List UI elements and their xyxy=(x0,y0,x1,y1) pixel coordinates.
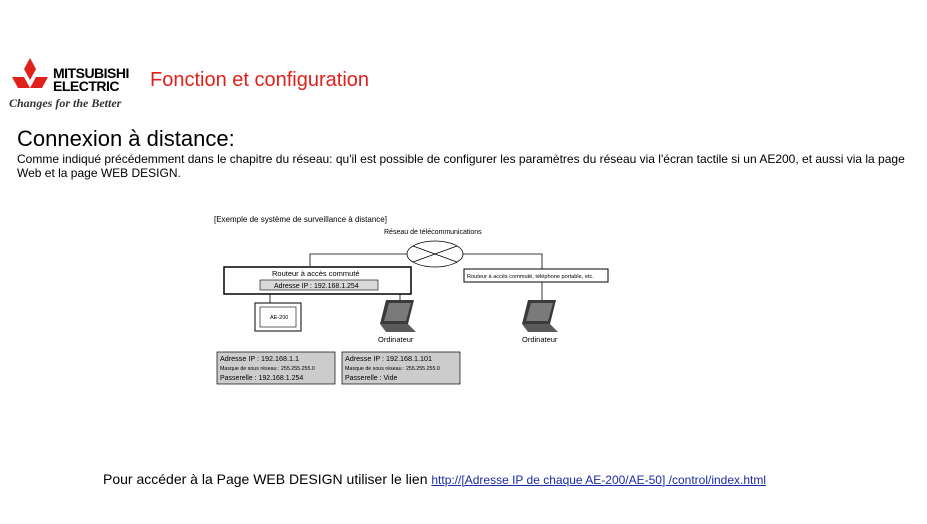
device-label: AE-200 xyxy=(270,315,289,321)
network-crossing-ellipse-icon xyxy=(407,241,463,267)
diagram-caption: [Exemple de système de surveillance à distance] xyxy=(214,215,387,224)
info-box-2-gateway: Passerelle : Vide xyxy=(345,375,398,382)
router-left-title: Routeur à accès commuté xyxy=(272,269,360,278)
info-box-1-mask: Masque de sous réseau : 255.255.255.0 xyxy=(220,366,315,372)
info-box-1-gateway: Passerelle : 192.168.1.254 xyxy=(220,375,304,382)
laptop-icon xyxy=(380,300,416,332)
computer-label-2: Ordinateur xyxy=(522,335,558,344)
section-heading: Connexion à distance: xyxy=(17,126,235,151)
info-box-1-ip: Adresse IP : 192.168.1.1 xyxy=(220,354,299,363)
info-box-2-mask: Masque de sous réseau : 255.255.255.0 xyxy=(345,366,440,372)
web-design-link[interactable]: http://[Adresse IP de chaque AE-200/AE-50] /control/index.html xyxy=(431,473,767,487)
router-left-ip: Adresse IP : 192.168.1.254 xyxy=(274,283,359,290)
router-right-label: Routeur à accès commuté, téléphone portable, etc. xyxy=(467,274,594,280)
page-title: Fonction et configuration xyxy=(150,69,370,91)
footer-line xyxy=(103,471,766,487)
mitsubishi-logo-icon xyxy=(8,56,52,100)
network-label: Réseau de télécommunications xyxy=(384,229,482,236)
intro-paragraph: Comme indiqué précédemment dans le chapitre du réseau: qu'il est possible de configurer les paramètres du réseau via l'écran tactile si un AE200, et aussi via la page Web et la page WEB DESIGN. xyxy=(17,152,905,180)
footer-text: Pour accéder à la Page WEB DESIGN utiliser le lien xyxy=(103,471,428,487)
network-diagram xyxy=(200,210,620,390)
brand-name-line1: MITSUBISHI xyxy=(53,65,129,81)
brand-name-line2: ELECTRIC xyxy=(53,78,119,94)
brand-tagline: Changes for the Better xyxy=(9,96,122,110)
router-left-links xyxy=(270,294,400,303)
computer-label-1: Ordinateur xyxy=(378,335,414,344)
laptop-icon xyxy=(522,300,558,332)
info-box-2-ip: Adresse IP : 192.168.1.101 xyxy=(345,354,432,363)
